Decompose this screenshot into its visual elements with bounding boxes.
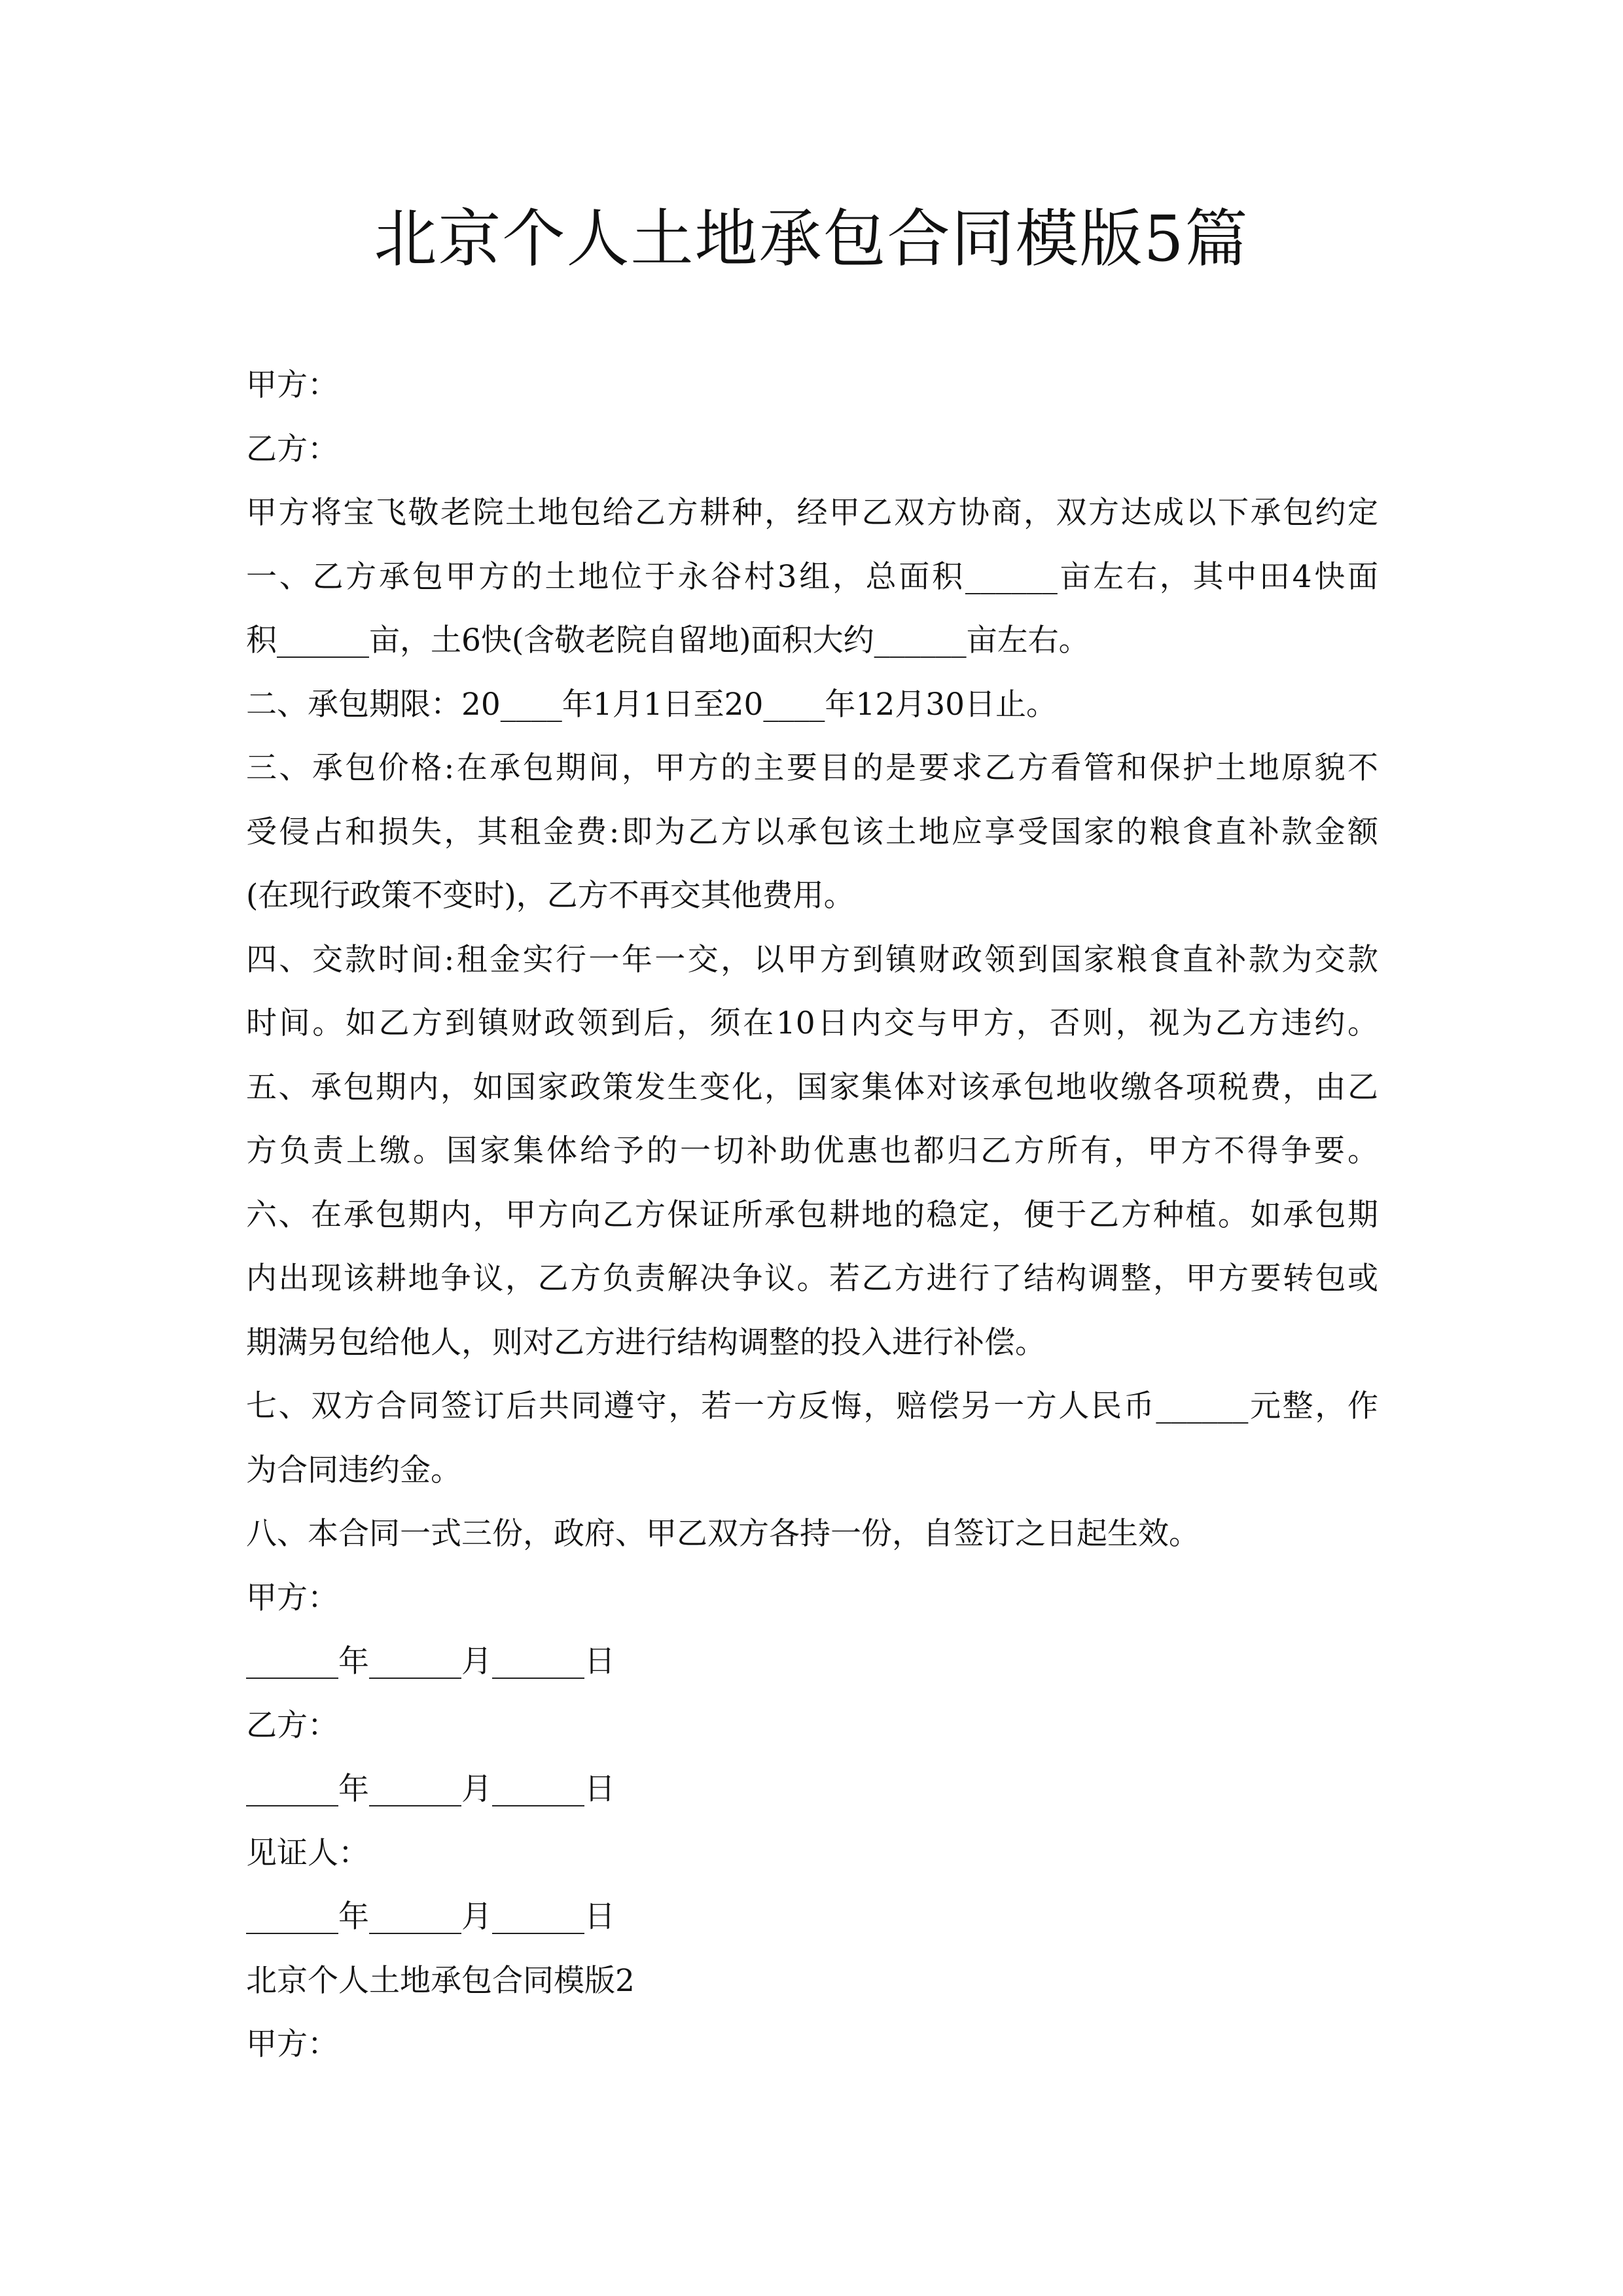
party-b-label: 乙方：: [246, 431, 338, 467]
clause-8: 八、本合同一式三份，政府、甲乙双方各持一份，自签订之日起生效。: [246, 1516, 1200, 1552]
witness-date: ______年______月______日: [246, 1899, 615, 1935]
witness-label: 见证人：: [246, 1835, 369, 1871]
clause-6-line-1: 六、在承包期内，甲方向乙方保证所承包耕地的稳定，便于乙方种植。如承包期: [246, 1196, 1378, 1233]
preamble: 甲方将宝飞敬老院土地包给乙方耕种，经甲乙双方协商，双方达成以下承包约定: [246, 495, 1378, 531]
signature-party-b-date: ______年______月______日: [246, 1771, 615, 1807]
document-body: [246, 353, 1378, 2077]
clause-3-line-2: 受侵占和损失，其租金费:即为乙方以承包该土地应享受国家的粮食直补款金额: [246, 814, 1378, 850]
clause-4-line-2: 时间。如乙方到镇财政领到后，须在10日内交与甲方，否则，视为乙方违约。: [246, 1005, 1378, 1041]
second-contract-party-a-label: 甲方：: [246, 2026, 338, 2062]
clause-1-line-1: 一、乙方承包甲方的土地位于永谷村3组，总面积______亩左右，其中田4快面: [246, 558, 1378, 595]
clause-1-line-2: 积______亩，土6快(含敬老院自留地)面积大约______亩左右。: [246, 622, 1090, 658]
clause-5-line-1: 五、承包期内，如国家政策发生变化，国家集体对该承包地收缴各项税费，由乙: [246, 1069, 1378, 1105]
clause-3-line-1: 三、承包价格:在承包期间，甲方的主要目的是要求乙方看管和保护土地原貌不: [246, 750, 1378, 786]
signature-party-a-date: ______年______月______日: [246, 1643, 615, 1679]
signature-party-b-label: 乙方：: [246, 1707, 338, 1744]
clause-5-line-2: 方负责上缴。国家集体给予的一切补助优惠也都归乙方所有，甲方不得争要。: [246, 1133, 1378, 1169]
clause-3-line-3: (在现行政策不变时)，乙方不再交其他费用。: [246, 878, 855, 914]
clause-7-line-1: 七、双方合同签订后共同遵守，若一方反悔，赔偿另一方人民币______元整，作: [246, 1388, 1378, 1424]
clause-6-line-3: 期满另包给他人，则对乙方进行结构调整的投入进行补偿。: [246, 1324, 1046, 1361]
clause-4-line-1: 四、交款时间:租金实行一年一交，以甲方到镇财政领到国家粮食直补款为交款: [246, 941, 1378, 978]
second-contract-heading: 北京个人土地承包合同模版2: [246, 1962, 635, 1999]
document-title: 北京个人土地承包合同模版5篇: [374, 202, 1249, 276]
signature-party-a-label: 甲方：: [246, 1579, 338, 1616]
party-a-label: 甲方：: [246, 367, 338, 403]
clause-2: 二、承包期限：20____年1月1日至20____年12月30日止。: [246, 686, 1058, 723]
clause-6-line-2: 内出现该耕地争议，乙方负责解决争议。若乙方进行了结构调整，甲方要转包或: [246, 1261, 1378, 1297]
clause-7-line-2: 为合同违约金。: [246, 1452, 461, 1488]
